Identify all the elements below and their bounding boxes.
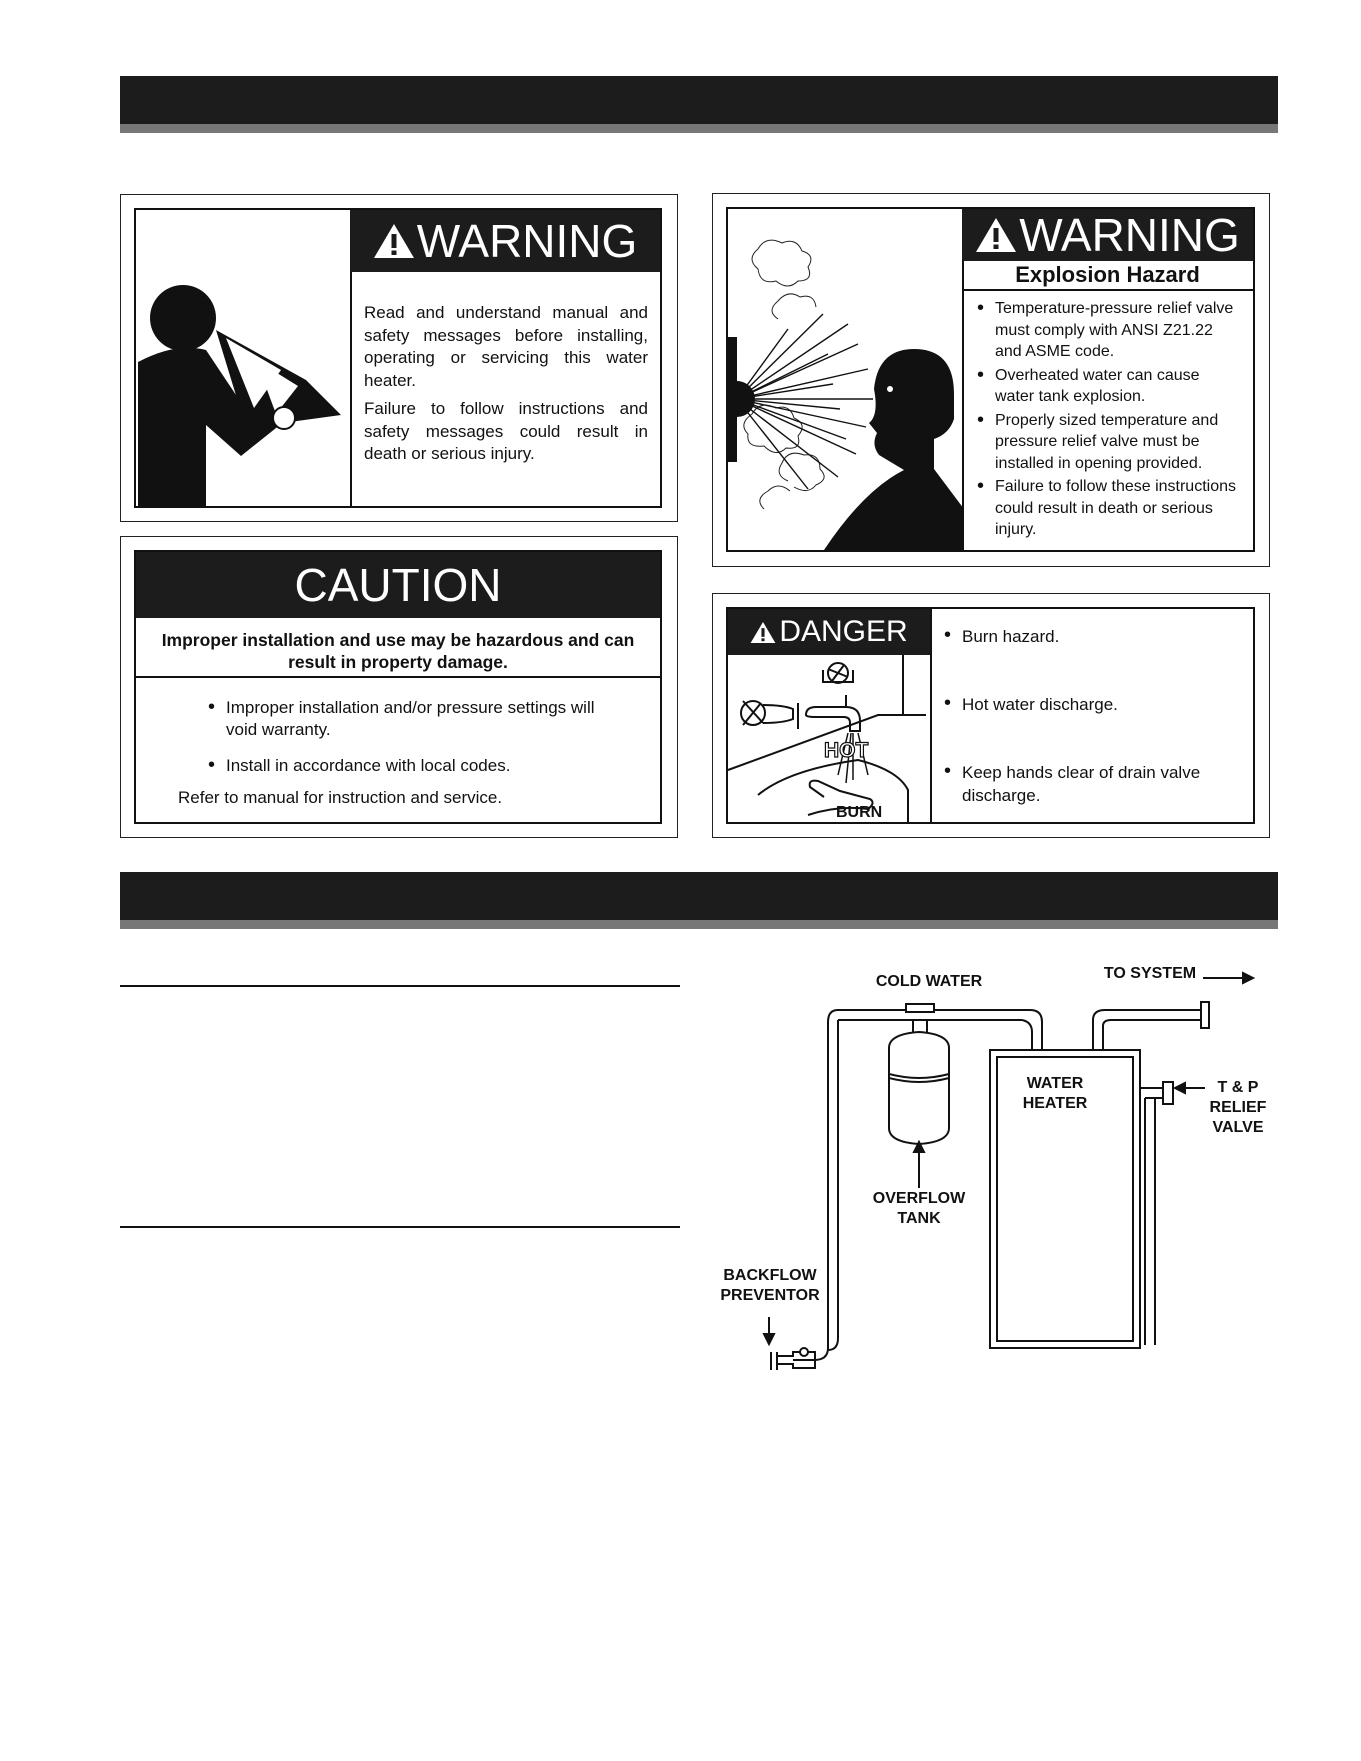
caution-item: • Install in accordance with local codes. <box>208 755 628 777</box>
caution-title: CAUTION <box>294 559 502 611</box>
warning-explosion-item: • Failure to follow these instructions could result in death or serious injury. <box>977 476 1240 541</box>
danger-inner <box>726 607 1255 824</box>
danger-item: • Keep hands clear of drain valve discharge. <box>944 761 1242 807</box>
danger-panel <box>712 593 1270 838</box>
danger-illustration-area <box>728 609 932 822</box>
left-column-rule-1 <box>120 985 680 987</box>
caution-item: • Improper installation and/or pressure settings will void warranty. <box>208 697 628 741</box>
danger-list <box>944 625 1242 807</box>
warning-read-manual-title: WARNING <box>416 215 638 267</box>
warning-read-manual-text <box>364 302 648 466</box>
caution-panel <box>120 536 678 838</box>
reading-person-illustration <box>136 210 352 506</box>
overflow-tank-label: OVERFLOW TANK <box>872 1190 966 1227</box>
water-heater-label: WATER HEATER <box>1022 1075 1088 1112</box>
section-header-bar-top <box>120 76 1278 133</box>
danger-title: DANGER <box>779 615 908 648</box>
warning-read-manual-heading <box>350 210 660 272</box>
left-column-rule-2 <box>120 1226 680 1228</box>
warning-read-manual-paragraph-2: Failure to follow instructions and safety messages could result in death or serious injury. <box>364 399 648 463</box>
section-header-bar-middle <box>120 872 1278 929</box>
warning-explosion-title: WARNING <box>1019 209 1240 261</box>
warning-explosion-item: • Properly sized temperature and pressure relief valve must be installed in opening provided. <box>977 410 1240 475</box>
warning-explosion-subheading: Explosion Hazard <box>962 261 1253 291</box>
warning-explosion-item: • Temperature-pressure relief valve must comply with ANSI Z21.22 and ASME code. <box>977 298 1240 363</box>
tp-relief-valve-label: T & P RELIEF VALVE <box>1209 1079 1267 1136</box>
danger-item: • Hot water discharge. <box>944 693 1242 716</box>
burn-label: BURN <box>836 804 883 821</box>
explosion-illustration <box>728 209 964 550</box>
caution-subheading: Improper installation and use may be hazardous and can result in property damage. <box>161 630 635 672</box>
caution-inner <box>134 550 662 824</box>
caution-list <box>208 697 628 777</box>
caution-heading <box>136 552 660 618</box>
danger-heading <box>728 609 930 655</box>
warning-explosion-list <box>977 298 1240 541</box>
warning-explosion-inner <box>726 207 1255 552</box>
alert-triangle-icon <box>373 223 415 259</box>
warning-read-manual-panel <box>120 194 678 522</box>
to-system-label: TO SYSTEM <box>1103 965 1197 982</box>
danger-item: • Burn hazard. <box>944 625 1242 648</box>
caution-divider <box>136 676 660 678</box>
warning-explosion-panel <box>712 193 1270 567</box>
warning-read-manual-inner <box>134 208 662 508</box>
alert-triangle-icon <box>975 217 1017 253</box>
hot-label: HOT <box>824 739 869 762</box>
backflow-preventor-label: BACKFLOW PREVENTOR <box>720 1267 820 1304</box>
alert-triangle-icon <box>750 621 776 644</box>
warning-read-manual-paragraph-1: Read and understand manual and safety messages before installing, operating or servicing this water heater. <box>364 303 648 390</box>
warning-explosion-heading <box>962 209 1253 261</box>
caution-footer: Refer to manual for instruction and service. <box>178 788 503 807</box>
water-heater-piping-diagram <box>705 960 1285 1370</box>
warning-explosion-item: • Overheated water can cause water tank explosion. <box>977 365 1240 408</box>
faucet-burn-illustration <box>728 655 930 822</box>
cold-water-label: COLD WATER <box>875 973 983 990</box>
